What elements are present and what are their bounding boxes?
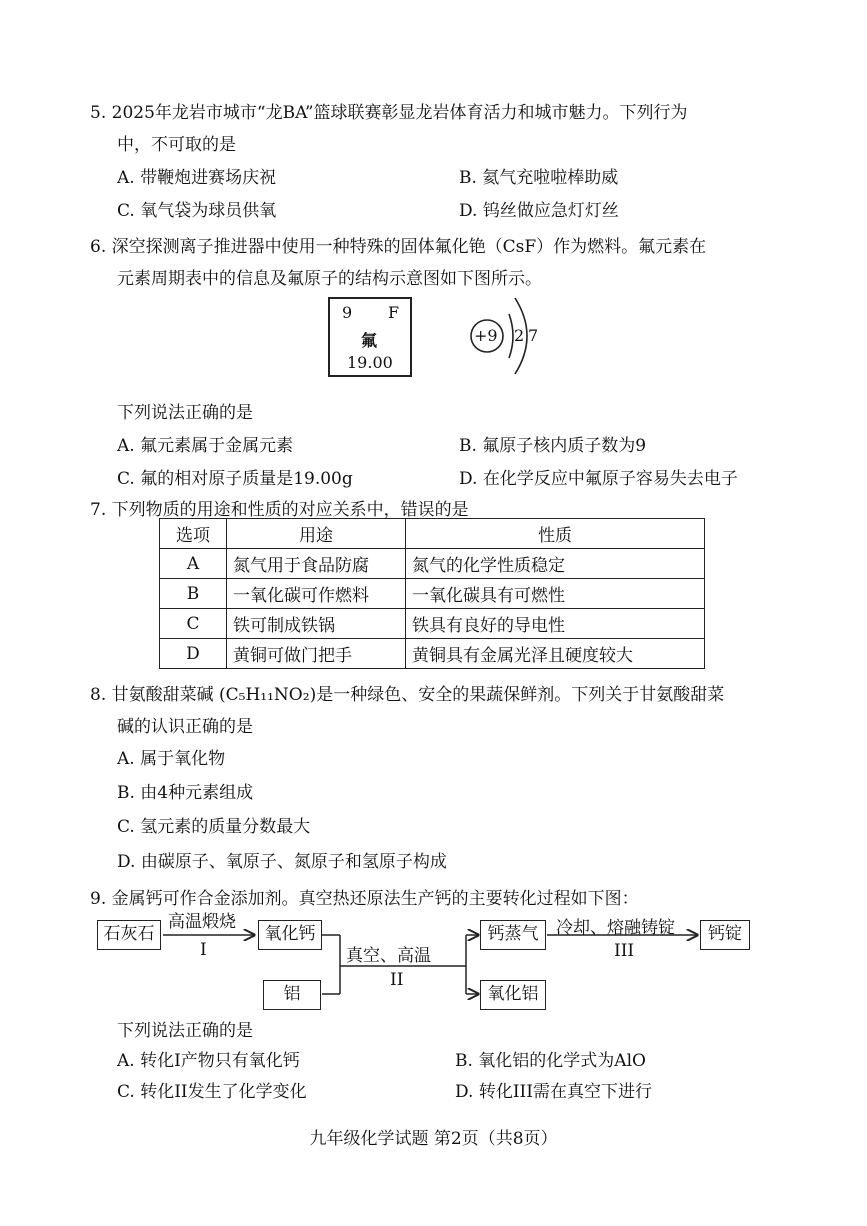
table-row bbox=[160, 609, 705, 639]
page-footer: 九年级化学试题 第2页（共8页） bbox=[309, 1129, 558, 1149]
table-cell: 氮气用于食品防腐 bbox=[227, 549, 406, 579]
table-header: 选项 bbox=[160, 519, 227, 549]
q5-option-d[interactable]: D. 钨丝做应急灯灯丝 bbox=[459, 201, 619, 221]
q8-option-a[interactable]: A. 属于氧化物 bbox=[117, 749, 226, 769]
q9-stem: 9. 金属钙可作合金添加剂。真空热还原法生产钙的主要转化过程如下图： bbox=[90, 889, 639, 909]
q6-stem-line2: 元素周期表中的信息及氟原子的结构示意图如下图所示。 bbox=[117, 269, 542, 289]
property-table bbox=[159, 518, 705, 669]
q6-option-b[interactable]: B. 氟原子核内质子数为9 bbox=[459, 436, 647, 456]
q6-option-d[interactable]: D. 在化学反应中氟原子容易失去电子 bbox=[459, 469, 738, 489]
atomic-mass: 19.00 bbox=[347, 353, 393, 372]
q8-option-c[interactable]: C. 氢元素的质量分数最大 bbox=[117, 817, 311, 837]
step2-number: II bbox=[390, 970, 404, 990]
q9-option-b[interactable]: B. 氧化铝的化学式为AlO bbox=[455, 1051, 646, 1071]
table-cell: 黄铜可做门把手 bbox=[227, 639, 406, 669]
q9-option-a[interactable]: A. 转化I产物只有氧化钙 bbox=[117, 1051, 300, 1071]
box-aluminium: 铝 bbox=[263, 980, 321, 1010]
q8-option-b[interactable]: B. 由4种元素组成 bbox=[117, 783, 254, 803]
q9-option-d[interactable]: D. 转化III需在真空下进行 bbox=[455, 1082, 652, 1102]
q8-stem-line2: 碱的认识正确的是 bbox=[117, 717, 253, 737]
table-cell: B bbox=[160, 579, 227, 609]
box-aluminium-oxide: 氧化铝 bbox=[480, 980, 546, 1010]
table-cell: 一氧化碳可作燃料 bbox=[227, 579, 406, 609]
box-calcium-ingot: 钙锭 bbox=[700, 920, 750, 950]
box-calcium-oxide: 氧化钙 bbox=[258, 920, 322, 950]
table-cell: A bbox=[160, 549, 227, 579]
atomic-number: 9 bbox=[342, 303, 353, 322]
step3-condition: 冷却、熔融铸锭 bbox=[556, 918, 675, 938]
table-cell: 一氧化碳具有可燃性 bbox=[406, 579, 705, 609]
table-row bbox=[160, 549, 705, 579]
box-calcium-vapor: 钙蒸气 bbox=[480, 920, 546, 950]
table-cell: 黄铜具有金属光泽且硬度较大 bbox=[406, 639, 705, 669]
shell-arc-1 bbox=[509, 314, 513, 358]
table-header: 性质 bbox=[406, 519, 705, 549]
box-limestone: 石灰石 bbox=[97, 920, 161, 950]
nucleus-charge: +9 bbox=[474, 326, 498, 345]
q6-stem-line1: 6. 深空探测离子推进器中使用一种特殊的固体氟化铯（CsF）作为燃料。氟元素在 bbox=[90, 237, 707, 257]
q6-option-c[interactable]: C. 氟的相对原子质量是19.00g bbox=[117, 469, 353, 489]
q5-option-c[interactable]: C. 氧气袋为球员供氧 bbox=[117, 201, 277, 221]
q9-option-c[interactable]: C. 转化II发生了化学变化 bbox=[117, 1082, 307, 1102]
q5-option-a[interactable]: A. 带鞭炮进赛场庆祝 bbox=[117, 168, 277, 188]
table-cell: 铁具有良好的导电性 bbox=[406, 609, 705, 639]
table-row bbox=[160, 639, 705, 669]
shell1-electrons: 2 bbox=[514, 326, 525, 345]
shell2-electrons: 7 bbox=[528, 326, 539, 345]
table-cell: D bbox=[160, 639, 227, 669]
table-cell: 铁可制成铁锅 bbox=[227, 609, 406, 639]
q9-question: 下列说法正确的是 bbox=[117, 1021, 253, 1041]
step3-number: III bbox=[614, 941, 635, 961]
q8-option-d[interactable]: D. 由碳原子、氧原子、氮原子和氢原子构成 bbox=[117, 852, 447, 872]
process-flow-arrows bbox=[0, 900, 867, 1015]
element-symbol: F bbox=[388, 303, 400, 322]
table-cell: C bbox=[160, 609, 227, 639]
q5-option-b[interactable]: B. 氦气充啦啦棒助威 bbox=[459, 168, 619, 188]
element-name: 氟 bbox=[361, 331, 378, 350]
step1-number: I bbox=[200, 940, 207, 960]
q8-stem-line1: 8. 甘氨酸甜菜碱 (C₅H₁₁NO₂)是一种绿色、安全的果蔬保鲜剂。下列关于甘氨酸甜菜 bbox=[90, 685, 725, 705]
q7-stem: 7. 下列物质的用途和性质的对应关系中，错误的是 bbox=[90, 500, 469, 520]
q5-stem-line1: 5. 2025年龙岩市城市“龙BA”篮球联赛彰显龙岩体育活力和城市魅力。下列行为 bbox=[90, 103, 688, 123]
q6-option-a[interactable]: A. 氟元素属于金属元素 bbox=[117, 436, 294, 456]
q6-question: 下列说法正确的是 bbox=[117, 403, 253, 423]
table-header: 用途 bbox=[227, 519, 406, 549]
table-cell: 氮气的化学性质稳定 bbox=[406, 549, 705, 579]
table-header-row bbox=[160, 519, 705, 549]
periodic-table-cell bbox=[328, 297, 412, 377]
table-row bbox=[160, 579, 705, 609]
q5-stem-line2: 中，不可取的是 bbox=[117, 135, 236, 155]
step1-condition: 高温煅烧 bbox=[168, 912, 236, 932]
step2-condition: 真空、高温 bbox=[346, 946, 431, 966]
